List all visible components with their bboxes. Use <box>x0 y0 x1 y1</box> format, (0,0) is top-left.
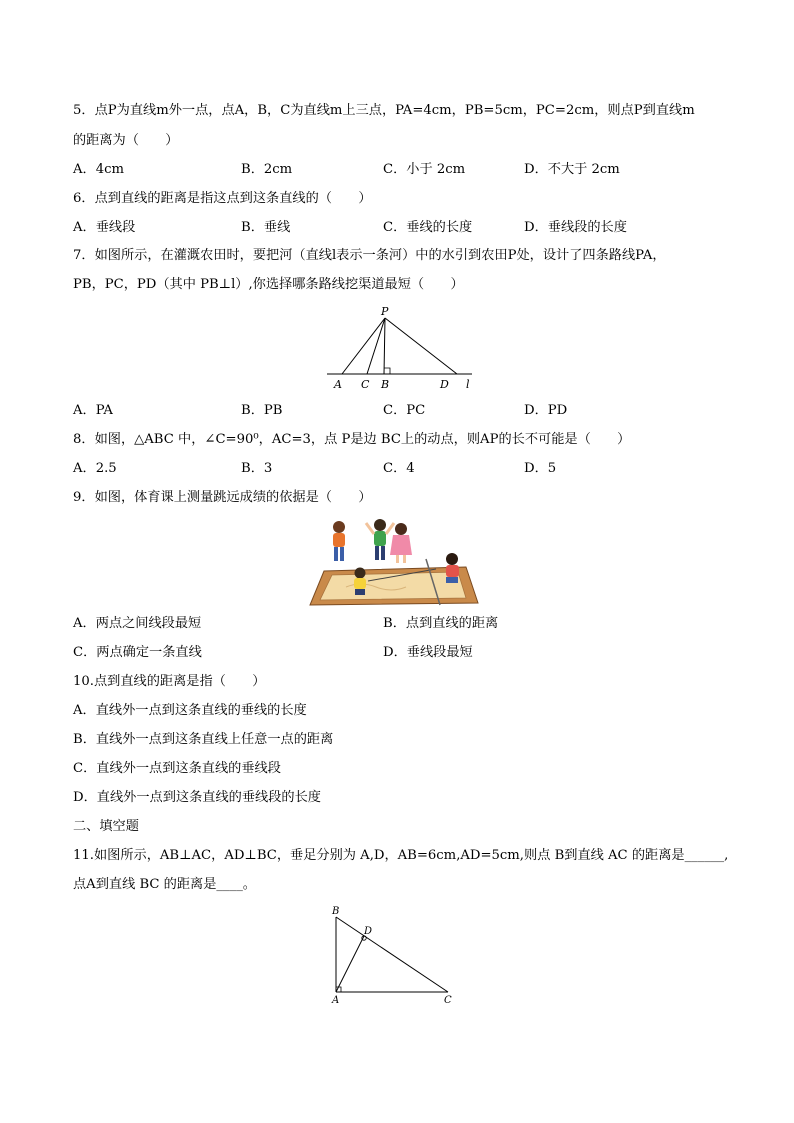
segment-pa <box>342 318 385 374</box>
label-a: A <box>334 378 342 391</box>
segment-pd <box>385 318 457 374</box>
child-right-girl-figure <box>390 523 412 563</box>
child-measuring-figure <box>446 553 459 583</box>
label-d: D <box>440 378 449 391</box>
q7-figure-river-paths <box>322 302 482 394</box>
q10-option-b[interactable]: B．直线外一点到这条直线上任意一点的距离 <box>73 732 334 747</box>
q8-option-c[interactable]: C．4 <box>383 461 415 476</box>
q5-stem-line2: 的距离为（ ） <box>73 133 179 148</box>
q9-stem: 9．如图，体育课上测量跳远成绩的依据是（ ） <box>73 490 372 505</box>
label-a: A <box>332 995 340 1006</box>
child-center-figure <box>366 519 394 560</box>
q5-option-b[interactable]: B．2cm <box>241 162 293 177</box>
q10-stem: 10.点到直线的距离是指（ ） <box>73 674 266 689</box>
q7-stem-line2: PB，PC，PD（其中 PB⊥l）,你选择哪条路线挖渠道最短（ ） <box>73 277 464 292</box>
q7-option-b[interactable]: B．PB <box>241 403 283 418</box>
q9-figure-long-jump-illustration <box>306 515 486 607</box>
q8-option-a[interactable]: A．2.5 <box>73 461 117 476</box>
q11-stem-line1: 11.如图所示，AB⊥AC，AD⊥BC，垂足分别为 A,D，AB=6cm,AD=5cm,则点 B到直线 AC 的距离是______, <box>73 848 729 863</box>
q9-option-c[interactable]: C．两点确定一条直线 <box>73 645 202 660</box>
q7-stem-line1: 7．如图所示，在灌溉农田时，要把河（直线l表示一条河）中的水引到农田P处，设计了四条路线PA， <box>73 248 666 263</box>
q8-option-b[interactable]: B．3 <box>241 461 273 476</box>
q6-option-c[interactable]: C．垂线的长度 <box>383 220 473 235</box>
segment-ad <box>336 936 364 992</box>
label-d: D <box>364 926 373 937</box>
segment-bc <box>336 917 448 992</box>
q7-option-c[interactable]: C．PC <box>383 403 426 418</box>
label-c: C <box>361 378 370 391</box>
q6-stem: 6．点到直线的距离是指这点到这条直线的（ ） <box>73 191 372 206</box>
segment-pc <box>367 318 385 374</box>
q8-option-d[interactable]: D．5 <box>524 461 557 476</box>
q5-option-a[interactable]: A．4cm <box>73 162 124 177</box>
q8-stem: 8．如图，△ABC 中，∠C=90⁰，AC=3，点 P是边 BC上的动点，则AP的长不可能是（ ） <box>73 432 631 447</box>
q5-option-c[interactable]: C．小于 2cm <box>383 162 466 177</box>
label-c: C <box>444 995 452 1006</box>
q9-option-a[interactable]: A．两点之间线段最短 <box>73 616 202 631</box>
q6-option-b[interactable]: B．垂线 <box>241 220 291 235</box>
q10-option-d[interactable]: D．直线外一点到这条直线的垂线段的长度 <box>73 790 321 805</box>
q10-option-a[interactable]: A．直线外一点到这条直线的垂线的长度 <box>73 703 307 718</box>
q9-option-b[interactable]: B．点到直线的距离 <box>383 616 499 631</box>
section-fill-in-title: 二、填空题 <box>73 819 139 834</box>
label-b: B <box>381 378 390 391</box>
label-b: B <box>332 906 340 917</box>
segment-pb <box>384 318 385 374</box>
child-left-figure <box>333 521 345 561</box>
q6-option-d[interactable]: D．垂线段的长度 <box>524 220 627 235</box>
q11-stem-line2: 点A到直线 BC 的距离是____。 <box>73 877 256 892</box>
right-angle-mark <box>384 368 390 374</box>
child-in-sand-figure <box>354 568 366 596</box>
q5-stem-line1: 5．点P为直线m外一点，点A，B，C为直线m上三点，PA=4cm，PB=5cm，PC=2cm，则点P到直线m <box>73 103 695 118</box>
q10-option-c[interactable]: C．直线外一点到这条直线的垂线段 <box>73 761 281 776</box>
q11-figure-right-triangle <box>324 903 464 1008</box>
label-p: P <box>381 305 389 318</box>
label-l: l <box>466 378 470 391</box>
q5-option-d[interactable]: D．不大于 2cm <box>524 162 620 177</box>
q7-option-a[interactable]: A．PA <box>73 403 113 418</box>
q7-option-d[interactable]: D．PD <box>524 403 568 418</box>
q9-option-d[interactable]: D．垂线段最短 <box>383 645 473 660</box>
q6-option-a[interactable]: A．垂线段 <box>73 220 136 235</box>
